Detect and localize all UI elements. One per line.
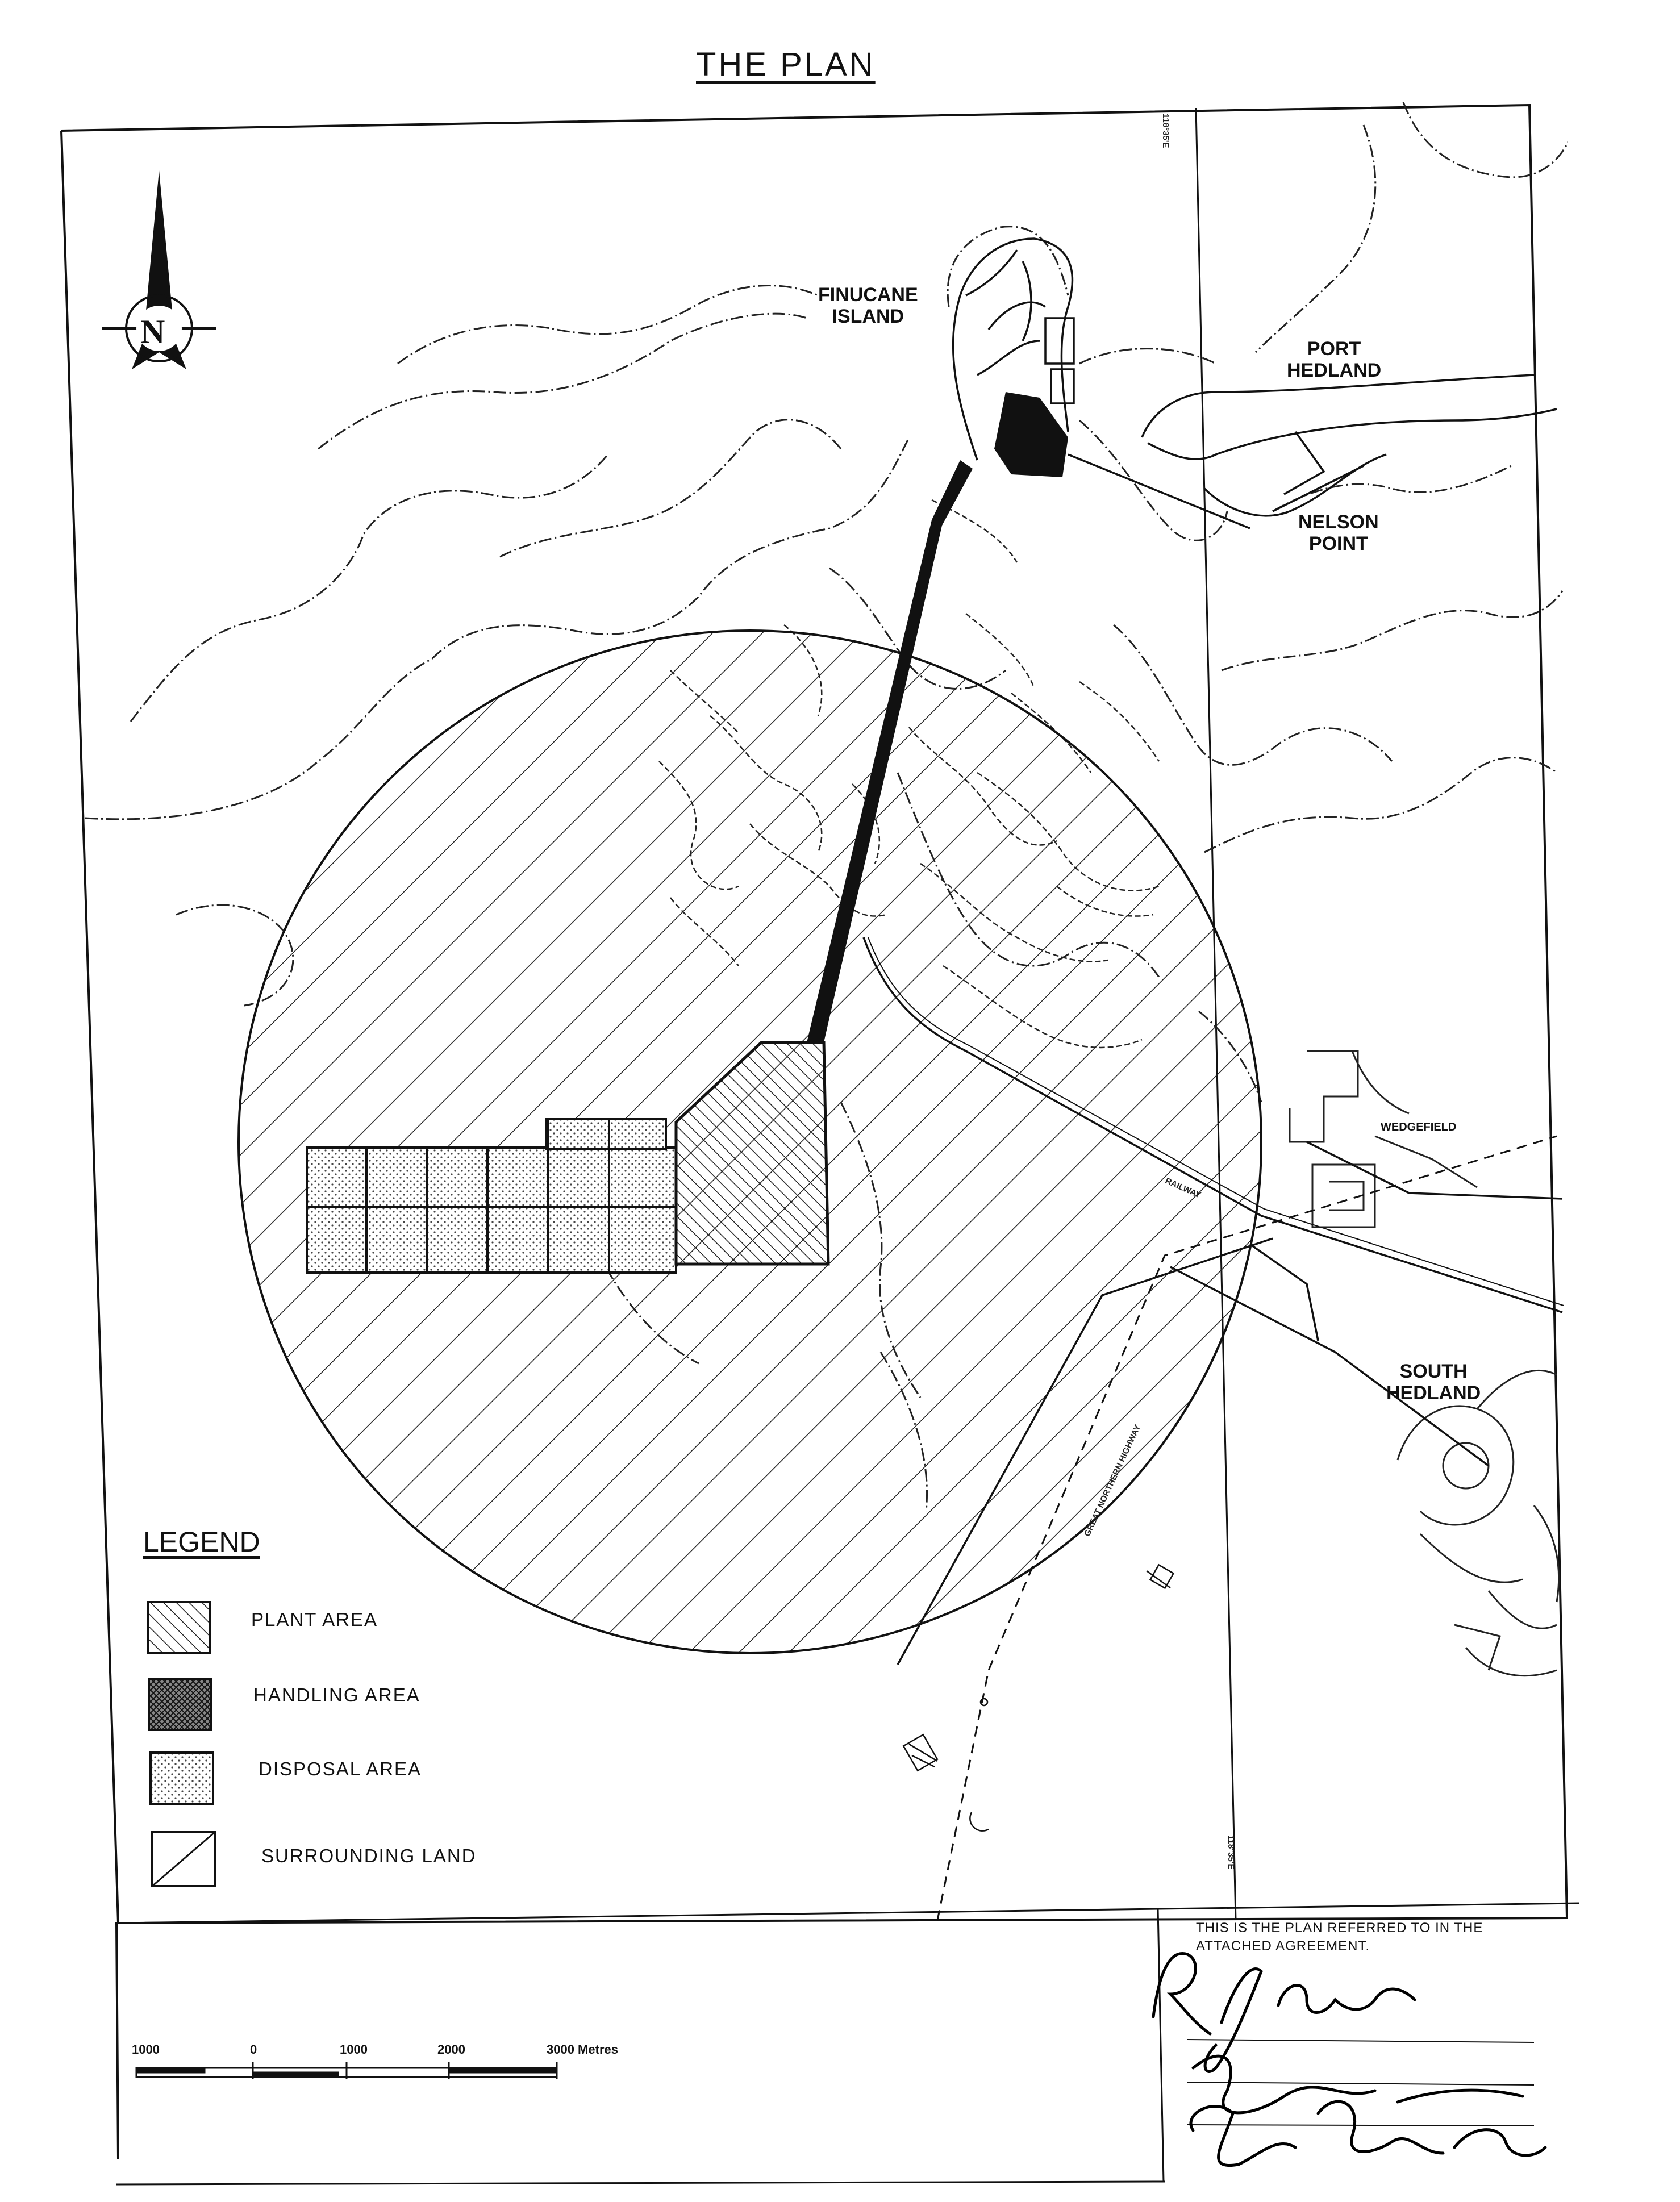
grid-mark-bottom: 118°35'E <box>1226 1835 1236 1870</box>
label-south-hedland: SOUTH HEDLAND <box>1386 1361 1481 1404</box>
wedgefield-streets <box>1290 1051 1477 1227</box>
north-label: N <box>140 313 165 351</box>
scale-label-1000-left: 1000 <box>132 2042 160 2057</box>
agreement-note: THIS IS THE PLAN REFERRED TO IN THE ATTACHED AGREEMENT. <box>1196 1920 1483 1954</box>
legend-title: LEGEND <box>143 1526 260 1558</box>
legend-swatch-disposal <box>151 1753 213 1804</box>
label-nelson-point: NELSON POINT <box>1298 511 1379 554</box>
scale-label-0: 0 <box>250 2042 257 2057</box>
label-port-hedland: PORT HEDLAND <box>1287 338 1382 381</box>
signatures <box>1153 1953 1545 2165</box>
scale-label-3000-metres: 3000 Metres <box>547 2042 618 2057</box>
legend-label-surrounding: SURROUNDING LAND <box>261 1845 477 1866</box>
label-railway: RAILWAY <box>1164 1176 1203 1200</box>
scale-label-1000: 1000 <box>340 2042 368 2057</box>
legend-swatch-handling <box>149 1679 211 1730</box>
legend-swatch-surrounding <box>152 1832 215 1886</box>
legend-label-disposal: DISPOSAL AREA <box>259 1758 422 1779</box>
scale-label-2000: 2000 <box>437 2042 465 2057</box>
label-highway: GREAT NORTHERN HIGHWAY <box>1082 1423 1143 1538</box>
plan-title: THE PLAN <box>696 46 876 83</box>
legend-swatch-plant <box>148 1602 210 1653</box>
label-finucane-island: FINUCANE ISLAND <box>818 284 918 327</box>
grid-mark-top: 118°35'E <box>1161 114 1170 148</box>
port-facility <box>994 392 1068 477</box>
port-hedland-coast <box>1068 375 1557 528</box>
legend-label-handling: HANDLING AREA <box>253 1684 420 1705</box>
scale-bar <box>136 2062 557 2079</box>
legend-label-plant: PLANT AREA <box>251 1609 378 1630</box>
label-wedgefield: WEDGEFIELD <box>1381 1121 1457 1133</box>
legend-swatches <box>148 1602 215 1886</box>
